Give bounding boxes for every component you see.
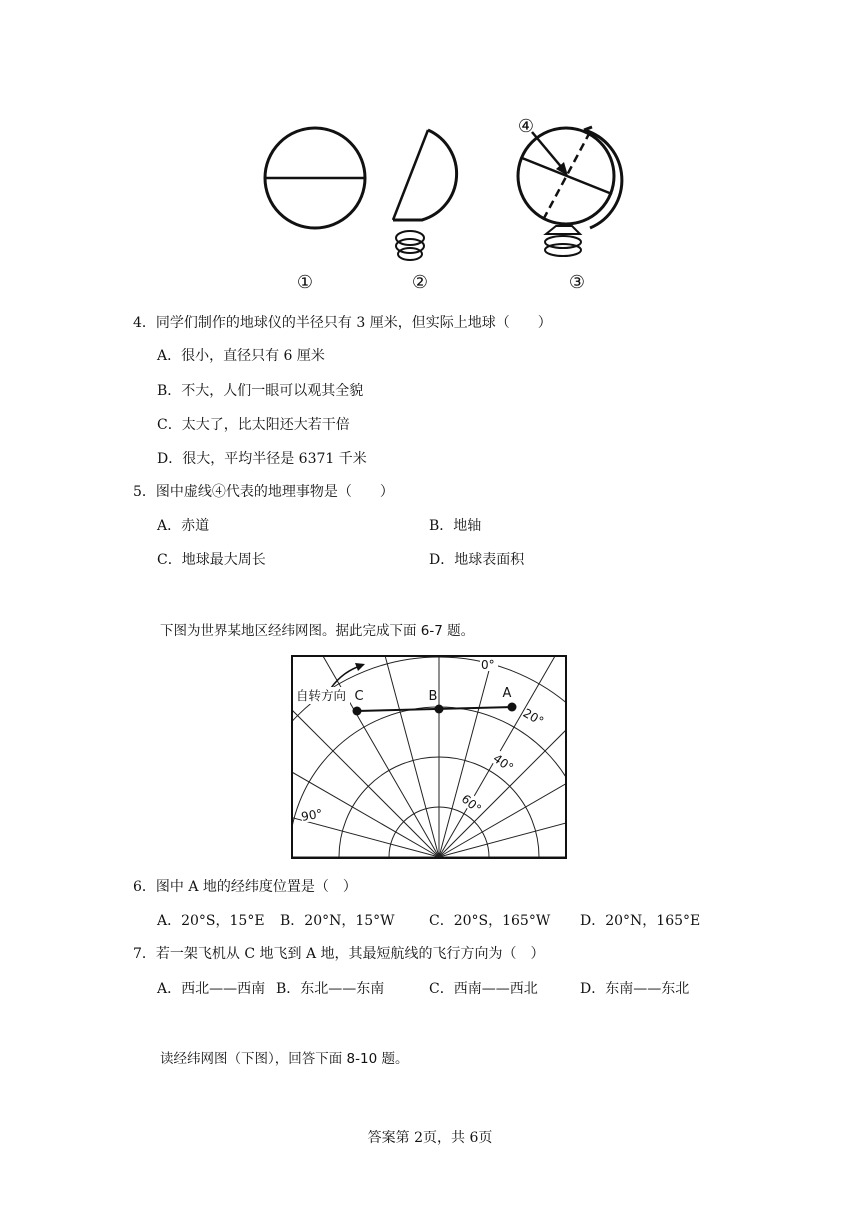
question-7-stem: 7．若一架飞机从 C 地飞到 A 地，其最短航线的飞行方向为（ ） bbox=[133, 946, 545, 962]
q7-option-a: A．西北——西南 bbox=[157, 981, 266, 997]
intro-questions-8-10: 读经纬网图（下图），回答下面 8-10 题。 bbox=[160, 1051, 409, 1067]
point-c bbox=[353, 707, 362, 716]
figure-part-1 bbox=[265, 128, 365, 228]
q6-option-a: A．20°S，15°E bbox=[157, 913, 265, 929]
q4-option-d: D．很大，平均半径是 6371 千米 bbox=[157, 451, 367, 467]
label-lon-0: 0° bbox=[481, 658, 495, 672]
q4-option-c: C．太大了，比太阳还大若干倍 bbox=[157, 417, 350, 433]
intro-questions-6-7: 下图为世界某地区经纬网图。据此完成下面 6-7 题。 bbox=[160, 623, 475, 639]
label-c: C bbox=[354, 689, 364, 704]
figure-part-3 bbox=[518, 127, 622, 256]
question-5-stem: 5．图中虚线④代表的地理事物是（ ） bbox=[133, 484, 394, 500]
figure-label-2: ② bbox=[411, 272, 429, 293]
q6-option-d: D．20°N，165°E bbox=[580, 913, 701, 929]
label-a: A bbox=[502, 686, 512, 701]
label-lat-20: 20° bbox=[520, 705, 547, 729]
figure-part-2 bbox=[393, 130, 457, 260]
q7-option-c: C．西南——西北 bbox=[429, 981, 538, 997]
label-b: B bbox=[428, 689, 438, 704]
meridian-line bbox=[291, 655, 439, 857]
point-a bbox=[508, 703, 517, 712]
q6-option-c: C．20°S，165°W bbox=[429, 913, 551, 929]
label-lat-60: 60° bbox=[458, 791, 484, 817]
q7-option-b: B．东北——东南 bbox=[276, 981, 385, 997]
graticule-map bbox=[291, 655, 567, 859]
label-lat-40: 40° bbox=[490, 751, 517, 775]
q7-option-d: D．东南——东北 bbox=[580, 981, 690, 997]
q6-option-b: B．20°N，15°W bbox=[280, 913, 395, 929]
meridian-line bbox=[291, 753, 439, 857]
marker-4: ④ bbox=[517, 116, 535, 137]
q5-option-d: D．地球表面积 bbox=[429, 552, 525, 568]
q4-option-a: A．很小，直径只有 6 厘米 bbox=[157, 348, 325, 364]
q4-option-b: B．不大，人们一眼可以观其全貌 bbox=[157, 383, 364, 399]
figure-label-1: ① bbox=[296, 272, 314, 293]
question-6-stem: 6．图中 A 地的经纬度位置是（ ） bbox=[133, 879, 357, 895]
meridian-line bbox=[291, 655, 439, 857]
rotation-direction-label: 自转方向 bbox=[296, 688, 347, 703]
question-4-stem: 4．同学们制作的地球仪的半径只有 3 厘米，但实际上地球（ ） bbox=[133, 315, 552, 331]
point-b bbox=[435, 705, 444, 714]
figure-label-3: ③ bbox=[568, 272, 586, 293]
page-footer: 答案第 2页，共 6页 bbox=[367, 1130, 493, 1146]
q5-option-c: C．地球最大周长 bbox=[157, 552, 266, 568]
label-lon-90: 90° bbox=[300, 806, 324, 824]
q5-option-b: B．地轴 bbox=[429, 518, 482, 534]
q5-option-a: A．赤道 bbox=[157, 518, 210, 534]
globe-parts-figure bbox=[250, 110, 630, 300]
